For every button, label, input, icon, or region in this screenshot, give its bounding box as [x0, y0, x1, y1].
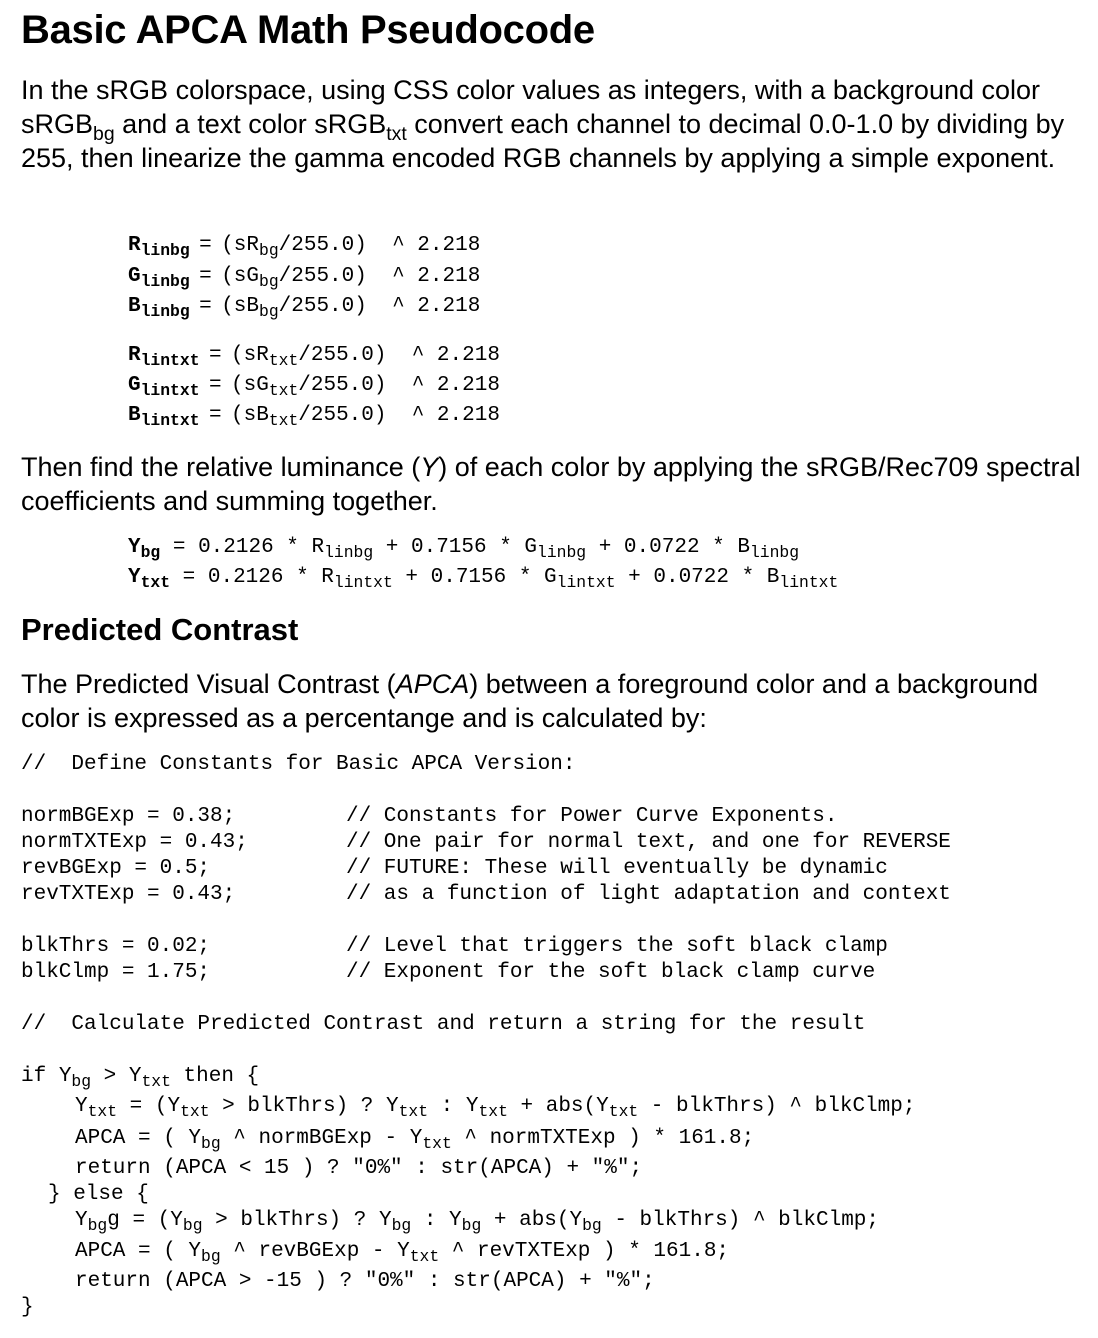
clamp-comment: // Level that triggers the soft black clamp [346, 935, 888, 958]
code-line-if: if $Y_{bg} > Y_{txt}$ then { [21, 1065, 260, 1092]
constant-comment: // Constants for Power Curve Exponents. [346, 805, 838, 828]
code-line-apca-norm: APCA = ( $Y_{bg}$ ^ normBGExp - $Y_{txt}$ ^ normTXTExp ) * 161.8; [75, 1127, 755, 1154]
constant-code: revBGExp = 0.5; [21, 857, 211, 880]
page-title: Basic APCA Math Pseudocode [21, 8, 595, 52]
clamp-code: blkThrs = 0.02; [21, 935, 211, 958]
linearize-bg-row: $B_{linbg} = (sB_{bg}/255.0)$ ^ 2.218 [128, 295, 481, 322]
code-line-close: } [21, 1296, 34, 1319]
y-formula-row: $Y_{txt} = 0.2126 * R_{lintxt} + 0.7156 * G_{lintxt} + 0.0722 * B_{lintxt}$ [128, 566, 839, 593]
code-line-ytxt-clamp: $Y_{txt} = (Y_{txt}$ > blkThrs) ? $Y_{txt}$ : $Y_{txt} + abs(Y_{txt}$ - blkThrs) ^ blkClmp; [75, 1095, 916, 1122]
constant-code: revTXTExp = 0.43; [21, 883, 236, 906]
code-line-apca-rev: APCA = ( $Y_{bg}$ ^ revBGExp - $Y_{txt}$ ^ revTXTExp ) * 161.8; [75, 1240, 730, 1267]
y-formula-row: $Y_{bg} = 0.2126 * R_{linbg} + 0.7156 * G_{linbg} + 0.0722 * B_{linbg}$ [128, 536, 800, 563]
code-line-else: } else { [48, 1183, 149, 1206]
luminance-paragraph: Then find the relative luminance (Y) of each color by applying the sRGB/Rec709 spectral coefficients and summing together. [21, 452, 1081, 516]
code-line-ybg-clamp: $Y_{bg}g = (Y_{bg}$ > blkThrs) ? $Y_{bg}$ : $Y_{bg} + abs(Y_{bg}$ - blkThrs) ^ blkClmp; [75, 1209, 879, 1236]
code-line-return-norm: return (APCA < 15 ) ? "0%" : str(APCA) + "%"; [75, 1157, 643, 1180]
intro-paragraph: In the sRGB colorspace, using CSS color values as integers, with a background color sRGB$_{bg}$ and a text color sRGB$_{txt}$ convert each channel to decimal 0.0-1.0 by dividing by 255, then linearize the gamma encoded RGB channels by applying a simple exponent. [21, 75, 1065, 173]
linearize-txt-row: $G_{lintxt} = (sG_{txt}/255.0)$ ^ 2.218 [128, 374, 500, 401]
predicted-paragraph: The Predicted Visual Contrast (APCA) between a foreground color and a background color is expressed as a percentange and is calculated by: [21, 669, 1039, 733]
constant-code: normBGExp = 0.38; [21, 805, 236, 828]
linearize-bg-row: $R_{linbg} = (sR_{bg}/255.0)$ ^ 2.218 [128, 234, 481, 261]
clamp-code: blkClmp = 1.75; [21, 961, 211, 984]
define-comment: // Define Constants for Basic APCA Version: [21, 753, 576, 776]
calc-comment: // Calculate Predicted Contrast and return a string for the result [21, 1013, 866, 1036]
constant-comment: // as a function of light adaptation and context [346, 883, 951, 906]
constant-comment: // One pair for normal text, and one for REVERSE [346, 831, 951, 854]
constant-code: normTXTExp = 0.43; [21, 831, 248, 854]
constant-comment: // FUTURE: These will eventually be dynamic [346, 857, 888, 880]
section-heading: Predicted Contrast [21, 612, 299, 647]
linearize-bg-row: $G_{linbg} = (sG_{bg}/255.0)$ ^ 2.218 [128, 265, 481, 292]
code-line-return-rev: return (APCA > -15 ) ? "0%" : str(APCA) + "%"; [75, 1270, 655, 1293]
linearize-txt-row: $R_{lintxt} = (sR_{txt}/255.0)$ ^ 2.218 [128, 344, 500, 371]
linearize-txt-row: $B_{lintxt} = (sB_{txt}/255.0)$ ^ 2.218 [128, 404, 500, 431]
clamp-comment: // Exponent for the soft black clamp curve [346, 961, 876, 984]
